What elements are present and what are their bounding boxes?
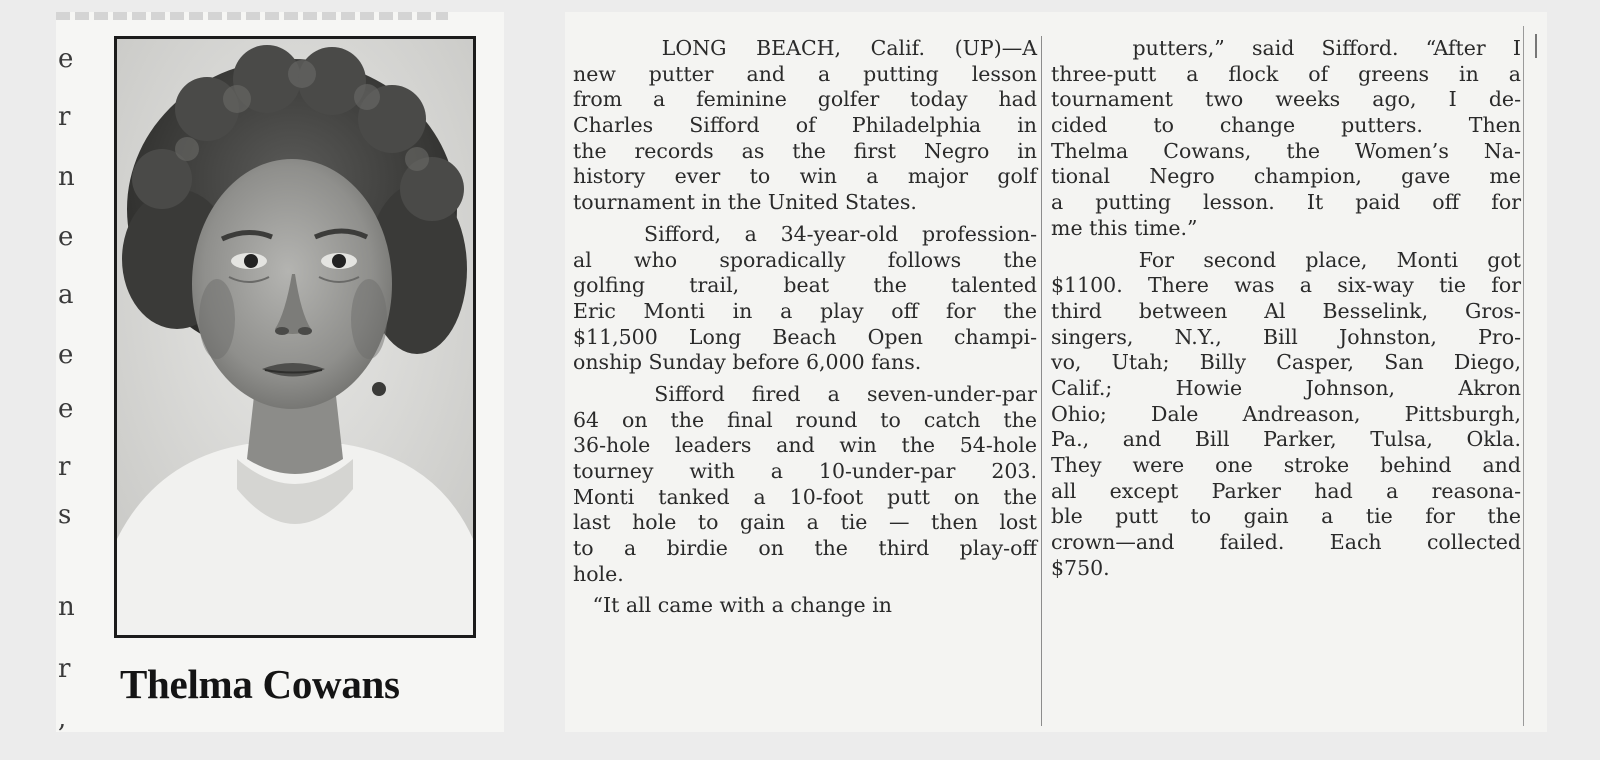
article-line: the records as the first Negro in	[573, 138, 1037, 163]
article-line: three-putt a flock of greens in a	[1051, 61, 1521, 86]
article-line: hole.	[573, 561, 624, 586]
article-line: Sifford fired a seven-under-par	[573, 381, 1037, 406]
adjacent-column-remnant	[56, 46, 82, 736]
article-line: to a birdie on the third play-off	[573, 536, 1037, 561]
article-line: Sifford, a 34-year-old profession-	[573, 221, 1037, 246]
article-line: $750.	[1051, 555, 1110, 580]
article-column-2	[1051, 36, 1521, 581]
article-line: Thelma Cowans, the Women’s Na-	[1051, 138, 1521, 163]
adjacent-column-remnant	[1535, 34, 1537, 58]
article-line: putters,” said Sifford. “After I	[1051, 36, 1521, 60]
article-line: tournament in the United States.	[573, 190, 917, 215]
article-line: Monti tanked a 10-foot putt on the	[573, 484, 1037, 509]
article-line: crown—and failed. Each collected	[1051, 530, 1521, 555]
portrait-photo	[114, 36, 476, 638]
article-line: ble putt to gain a tie for the	[1051, 504, 1521, 529]
article-line: 64 on the final round to catch the	[573, 407, 1037, 432]
article-paragraph	[573, 593, 1037, 619]
edge-letter: n	[58, 592, 75, 622]
article-line: tional Negro champion, gave me	[1051, 164, 1521, 189]
article-line: 36-hole leaders and win the 54-hole	[573, 433, 1037, 458]
article-line: “It all came with a change in	[573, 593, 892, 618]
article-line: history ever to win a major golf	[573, 164, 1037, 189]
edge-letter: r	[58, 452, 71, 482]
edge-letter: r	[58, 102, 71, 132]
article-line: They were one stroke behind and	[1051, 453, 1521, 477]
article-line: $1100. There was a six-way tie for	[1051, 273, 1521, 298]
article-line: me this time.”	[1051, 215, 1198, 240]
article-line: cided to change putters. Then	[1051, 113, 1521, 138]
article-line: $11,500 Long Beach Open champi-	[573, 324, 1037, 349]
article-line: For second place, Monti got	[1051, 247, 1521, 272]
article-line: Charles Sifford of Philadelphia in	[573, 113, 1037, 138]
article-line: tournament two weeks ago, I de-	[1051, 87, 1521, 112]
article-line: singers, N.Y., Bill Johnston, Pro-	[1051, 324, 1521, 349]
article-paragraph	[1051, 36, 1521, 242]
article-paragraph	[573, 36, 1037, 216]
article-line: golfing trail, beat the talented	[573, 273, 1037, 298]
article-line: Pa., and Bill Parker, Tulsa, Okla.	[1051, 427, 1521, 452]
article-line: all except Parker had a reasona-	[1051, 478, 1521, 503]
article-line: Eric Monti in a play off for the	[573, 298, 1037, 323]
article-paragraph	[573, 222, 1037, 376]
article-line: onship Sunday before 6,000 fans.	[573, 350, 922, 375]
article-line: Calif.; Howie Johnson, Akron	[1051, 375, 1521, 400]
article-line: Ohio; Dale Andreason, Pittsburgh,	[1051, 401, 1521, 426]
edge-letter: e	[58, 222, 74, 252]
article-line: al who sporadically follows the	[573, 247, 1037, 272]
article-line: tourney with a 10-under-par 203.	[573, 459, 1037, 483]
edge-letter: a	[58, 280, 74, 310]
article-paragraph	[573, 382, 1037, 588]
article-line: from a feminine golfer today had	[573, 87, 1037, 112]
photo-clipping	[56, 12, 504, 732]
edge-letter: e	[58, 44, 74, 74]
clipping-edge-rule	[1523, 26, 1524, 726]
article-line: a putting lesson. It paid off for	[1051, 190, 1521, 215]
article-line: new putter and a putting lesson	[573, 61, 1037, 86]
article-line: third between Al Besselink, Gros-	[1051, 298, 1521, 323]
edge-letter: r	[58, 654, 71, 684]
column-divider	[1041, 36, 1042, 726]
edge-letter: n	[58, 162, 75, 192]
article-line: vo, Utah; Billy Casper, San Diego,	[1051, 350, 1521, 375]
article-paragraph	[1051, 248, 1521, 582]
edge-letter: s	[58, 500, 72, 530]
edge-letter: ,	[58, 704, 67, 734]
article-line: last hole to gain a tie — then lost	[573, 510, 1037, 535]
photo-caption: Thelma Cowans	[120, 661, 400, 707]
edge-letter: e	[58, 340, 74, 370]
article-line: LONG BEACH, Calif. (UP)—A	[573, 36, 1037, 60]
article-clipping	[565, 12, 1547, 732]
clipped-headline-remnant	[56, 12, 448, 20]
edge-letter: e	[58, 394, 74, 424]
article-column-1	[573, 36, 1037, 619]
